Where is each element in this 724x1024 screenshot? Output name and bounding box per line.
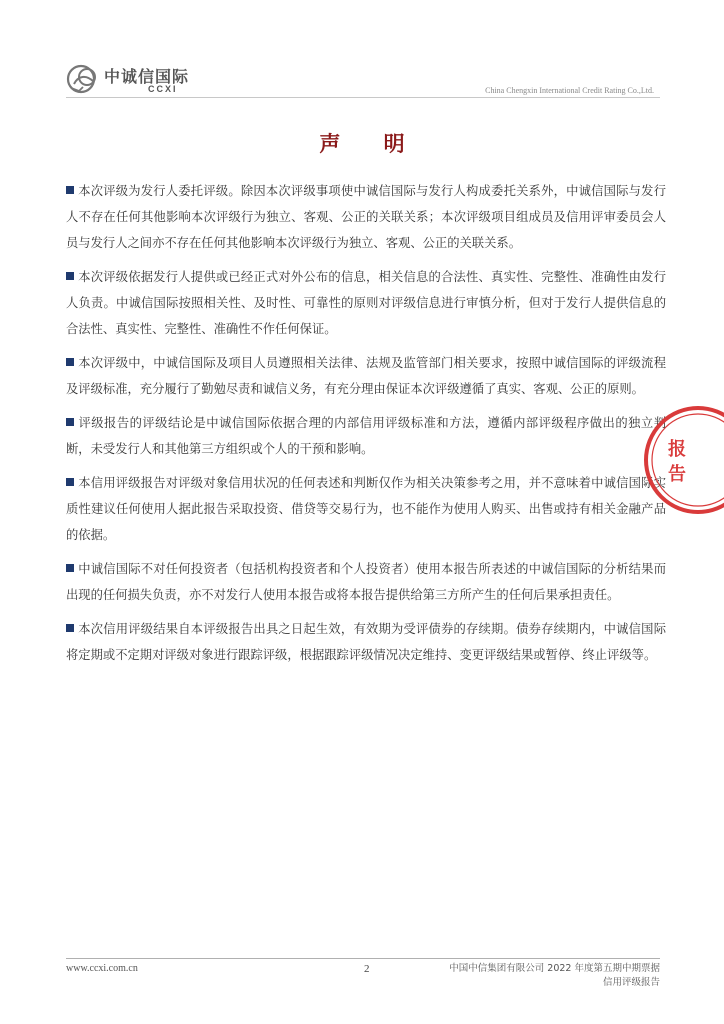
- declaration-paragraph: 本次评级为发行人委托评级。除因本次评级事项使中诚信国际与发行人构成委托关系外，中诚信国际与发行人不存在任何其他影响本次评级行为独立、客观、公正的关联关系；本次评级项目组成员及信用评审委员会人员与发行人之间亦不存在任何其他影响本次评级行为独立、客观、公正的关联关系。: [66, 184, 666, 250]
- square-bullet-icon: [66, 564, 74, 572]
- footer-website: www.ccxi.com.cn: [66, 963, 138, 974]
- square-bullet-icon: [66, 272, 74, 280]
- square-bullet-icon: [66, 478, 74, 486]
- company-english-name: China Chengxin International Credit Rating Co.,Ltd.: [485, 86, 654, 95]
- svg-text:告: 告: [668, 464, 686, 485]
- declaration-paragraph: 本次信用评级结果自本评级报告出具之日起生效，有效期为受评债券的存续期。债券存续期内，中诚信国际将定期或不定期对评级对象进行跟踪评级，根据跟踪评级情况决定维持、变更评级结果或暂停、终止评级等。: [66, 622, 666, 662]
- footer-divider: [66, 958, 660, 959]
- page-number: 2: [364, 963, 370, 975]
- header-divider: [66, 97, 660, 98]
- square-bullet-icon: [66, 358, 74, 366]
- square-bullet-icon: [66, 186, 74, 194]
- company-logo: [66, 62, 196, 102]
- declaration-paragraph: 本次评级中，中诚信国际及项目人员遵照相关法律、法规及监管部门相关要求，按照中诚信国际的评级流程及评级标准，充分履行了勤勉尽责和诚信义务，有充分理由保证本次评级遵循了真实、客观、公正的原则。: [66, 356, 666, 396]
- square-bullet-icon: [66, 418, 74, 426]
- page-title: 声 明: [319, 132, 423, 156]
- ccxi-logo-icon: [66, 62, 102, 96]
- footer-report-subtitle: 信用评级报告: [602, 977, 660, 988]
- logo-chinese-name: 中诚信国际: [104, 67, 190, 86]
- declaration-paragraph: 本信用评级报告对评级对象信用状况的任何表述和判断仅作为相关决策参考之用，并不意味着中诚信国际实质性建议任何使用人据此报告采取投资、借贷等交易行为，也不能作为使用人购买、出售或持有相关金融产品的依据。: [66, 476, 666, 542]
- declaration-paragraph: 本次评级依据发行人提供或已经正式对外公布的信息，相关信息的合法性、真实性、完整性、准确性由发行人负责。中诚信国际按照相关性、及时性、可靠性的原则对评级信息进行审慎分析，但对于发行人提供信息的合法性、真实性、完整性、准确性不作任何保证。: [66, 270, 666, 336]
- declaration-paragraph: 评级报告的评级结论是中诚信国际依据合理的内部信用评级标准和方法，遵循内部评级程序做出的独立判断，未受发行人和其他第三方组织或个人的干预和影响。: [66, 416, 666, 456]
- declaration-body: [66, 178, 666, 676]
- svg-text:报: 报: [668, 439, 686, 460]
- footer-report-name: [449, 962, 660, 990]
- footer-report-title: 中国中信集团有限公司 2022 年度第五期中期票据: [449, 963, 660, 974]
- square-bullet-icon: [66, 624, 74, 632]
- logo-english-name: CCXI: [148, 84, 178, 94]
- declaration-paragraph: 中诚信国际不对任何投资者（包括机构投资者和个人投资者）使用本报告所表述的中诚信国际的分析结果而出现的任何损失负责，亦不对发行人使用本报告或将本报告提供给第三方所产生的任何后果承担责任。: [66, 562, 666, 602]
- red-seal-icon: [638, 400, 724, 520]
